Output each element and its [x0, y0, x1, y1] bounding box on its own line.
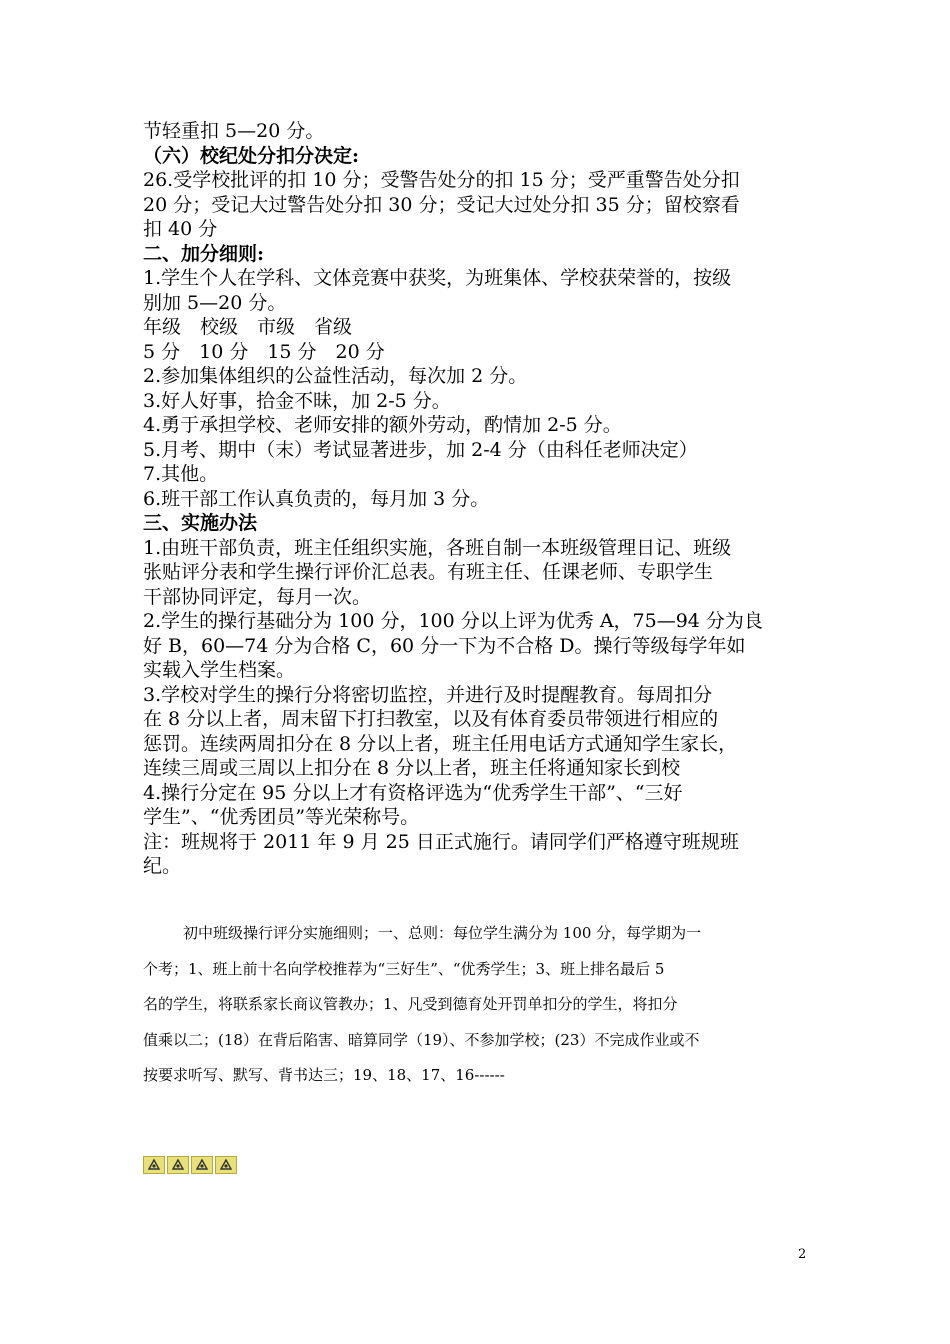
text-line: 3.好人好事，拾金不昧，加 2-5 分。	[143, 389, 451, 412]
text-line: 实载入学生档案。	[143, 659, 296, 681]
page-number: 2	[798, 1247, 807, 1262]
text-line: 扣 40 分	[143, 218, 218, 240]
rating-icon[interactable]	[215, 1156, 237, 1174]
text-line: 5 分 10 分 15 分 20 分	[143, 340, 385, 363]
text-line: 20 分；受记大过警告处分扣 30 分；受记大过处分扣 35 分；留校察看	[143, 193, 740, 216]
rating-icon[interactable]	[143, 1156, 165, 1174]
summary-line: 个考；1、班上前十名向学校推荐为“三好生”、“优秀学生；3、班上排名最后 5	[143, 959, 665, 978]
main-body	[143, 119, 811, 879]
text-line: 6.班干部工作认真负责的，每月加 3 分。	[143, 487, 490, 510]
text-line: 惩罚。连续两周扣分在 8 分以上者，班主任用电话方式通知学生家长，	[143, 732, 738, 755]
text-line: 别加 5—20 分。	[143, 291, 287, 314]
text-line: 注：班规将于 2011 年 9 月 25 日正式施行。请同学们严格遵守班规班	[143, 830, 739, 853]
summary-line: 名的学生，将联系家长商议管教办；1、凡受到德育处开罚单扣分的学生，将扣分	[143, 995, 678, 1014]
text-line: 5.月考、期中（末）考试显著进步，加 2-4 分（由科任老师决定）	[143, 438, 698, 461]
text-line: 4.操行分定在 95 分以上才有资格评选为“优秀学生干部”、“三好	[143, 781, 683, 804]
text-line: 7.其他。	[143, 463, 219, 485]
text-line: 在 8 分以上者，周末留下打扫教室，以及有体育委员带领进行相应的	[143, 708, 719, 730]
rating-icon[interactable]	[167, 1156, 189, 1174]
text-line: 26.受学校批评的扣 10 分；受警告处分的扣 15 分；受严重警告处分扣	[143, 169, 740, 191]
section-heading: 二、加分细则:	[143, 242, 265, 265]
text-line: 学生”、“优秀团员”等光荣称号。	[143, 806, 420, 828]
text-line: 4.勇于承担学校、老师安排的额外劳动，酌情加 2-5 分。	[143, 414, 622, 436]
section-heading: 三、实施办法	[143, 512, 258, 534]
text-line: 年级 校级 市级 省级	[143, 316, 353, 338]
text-line: 2.学生的操行基础分为 100 分，100 分以上评为优秀 A，75—94 分为良	[143, 610, 763, 632]
text-line: 3.学校对学生的操行分将密切监控，并进行及时提醒教育。每周扣分	[143, 683, 713, 706]
summary-line: 按要求听写、默写、背书达三；19、18、17、16------	[143, 1066, 505, 1085]
text-line: 1.学生个人在学科、文体竞赛中获奖，为班集体、学校获荣誉的，按级	[143, 267, 732, 289]
rating-icons	[143, 1156, 237, 1174]
text-line: 节轻重扣 5—20 分。	[143, 120, 325, 142]
text-line: 2.参加集体组织的公益性活动，每次加 2 分。	[143, 365, 528, 387]
summary-line: 初中班级操行评分实施细则；一、总则：每位学生满分为 100 分，每学期为一	[183, 924, 702, 942]
section-heading: （六）校纪处分扣分决定:	[143, 144, 360, 167]
text-line: 张贴评分表和学生操行评价汇总表。有班主任、任课老师、专职学生	[143, 561, 714, 583]
text-line: 干部协同评定，每月一次。	[143, 585, 372, 608]
text-line: 1.由班干部负责，班主任组织实施，各班自制一本班级管理日记、班级	[143, 536, 732, 559]
text-line: 纪。	[143, 855, 182, 877]
summary-line: 值乘以二；(18）在背后陷害、暗算同学（19）、不参加学校；(23）不完成作业或不	[143, 1030, 700, 1049]
rating-icon[interactable]	[191, 1156, 213, 1174]
text-line: 连续三周或三周以上扣分在 8 分以上者，班主任将通知家长到校	[143, 757, 681, 779]
text-line: 好 B，60—74 分为合格 C，60 分一下为不合格 D。操行等级每学年如	[143, 634, 746, 657]
summary-block	[143, 916, 811, 1094]
